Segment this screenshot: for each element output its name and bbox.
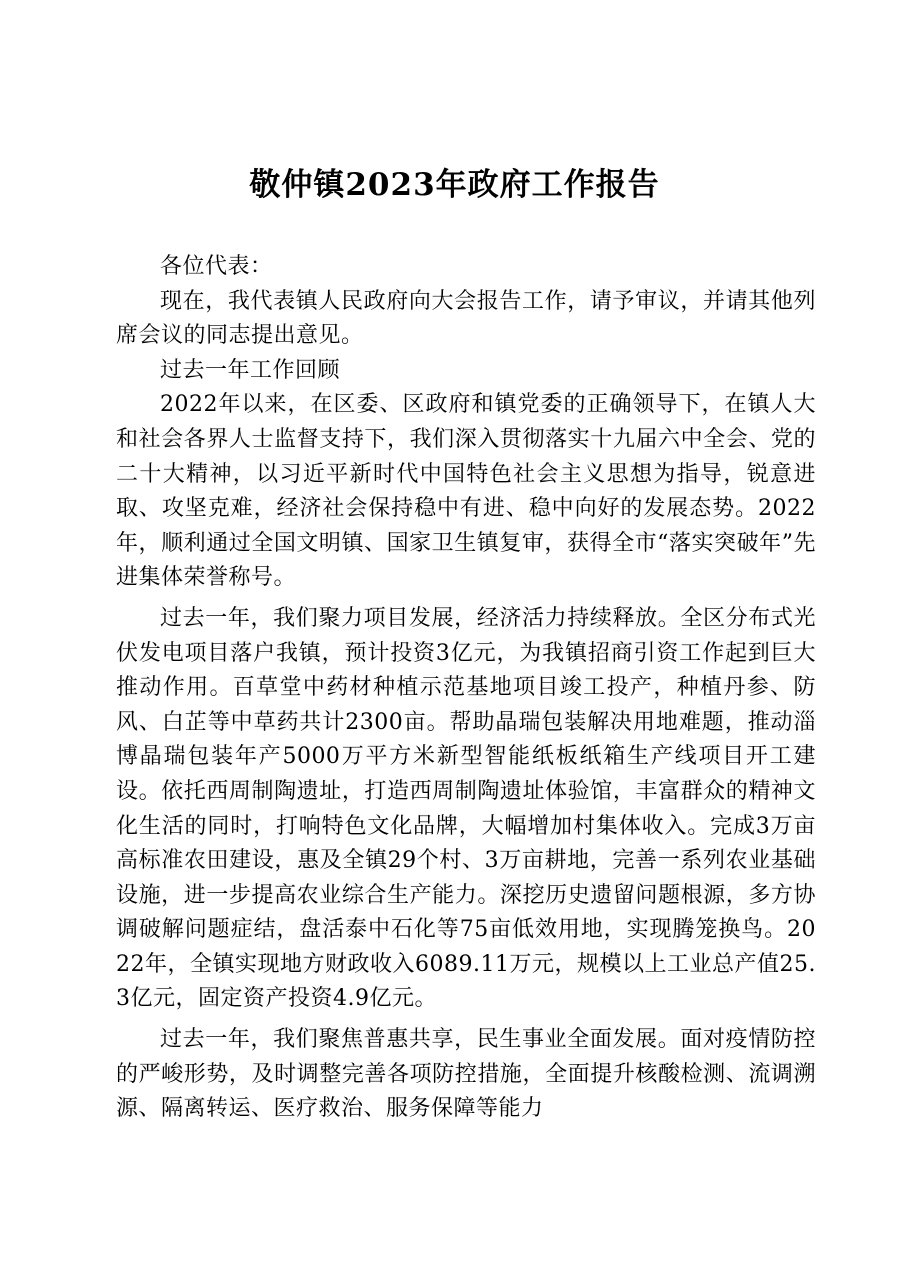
document-body: [116, 250, 816, 1127]
greeting-paragraph: 各位代表：: [160, 254, 273, 279]
livelihood-paragraph: 过去一年，我们聚焦普惠共享，民生事业全面发展。面对疫情防控的严峻形势，及时调整完善各项防控措施，全面提升核酸检测、流调溯源、隔离转运、医疗救治、服务保障等能力: [116, 1027, 816, 1122]
document-title: 敬仲镇2023年政府工作报告: [249, 167, 660, 203]
review-paragraph: 2022年以来，在区委、区政府和镇党委的正确领导下，在镇人大和社会各界人士监督支持下，我们深入贯彻落实十九届六中全会、党的二十大精神，以习近平新时代中国特色社会主义思想为指导，锐意进取、攻坚克难，经济社会保持稳中有进、稳中向好的发展态势。2022年，顺利通过全国文明镇、国家卫生镇复审，获得全市“落实突破年”先进集体荣誉称号。: [116, 392, 816, 591]
project-development-paragraph: 过去一年，我们聚力项目发展，经济活力持续释放。全区分布式光伏发电项目落户我镇，预计投资3亿元，为我镇招商引资工作起到巨大推动作用。百草堂中药材种植示范基地项目竣工投产，种植丹参、防风、白芷等中草药共计2300亩。帮助晶瑞包装解决用地难题，推动淄博晶瑞包装年产5000万平方米新型智能纸板纸箱生产线项目开工建设。依托西周制陶遗址，打造西周制陶遗址体验馆，丰富群众的精神文化生活的同时，打响特色文化品牌，大幅增加村集体收入。完成3万亩高标准农田建设，惠及全镇29个村、3万亩耕地，完善一系列农业基础设施，进一步提高农业综合生产能力。深挖历史遗留问题根源，多方协调破解问题症结，盘活泰中石化等75亩低效用地，实现腾笼换鸟。2022年，全镇实现地方财政收入6089.11万元，规模以上工业总产值25.3亿元，固定资产投资4.9亿元。: [116, 605, 816, 1012]
section-heading: 过去一年工作回顾: [160, 357, 341, 383]
intro-paragraph: 现在，我代表镇人民政府向大会报告工作，请予审议，并请其他列席会议的同志提出意见。: [116, 288, 816, 349]
